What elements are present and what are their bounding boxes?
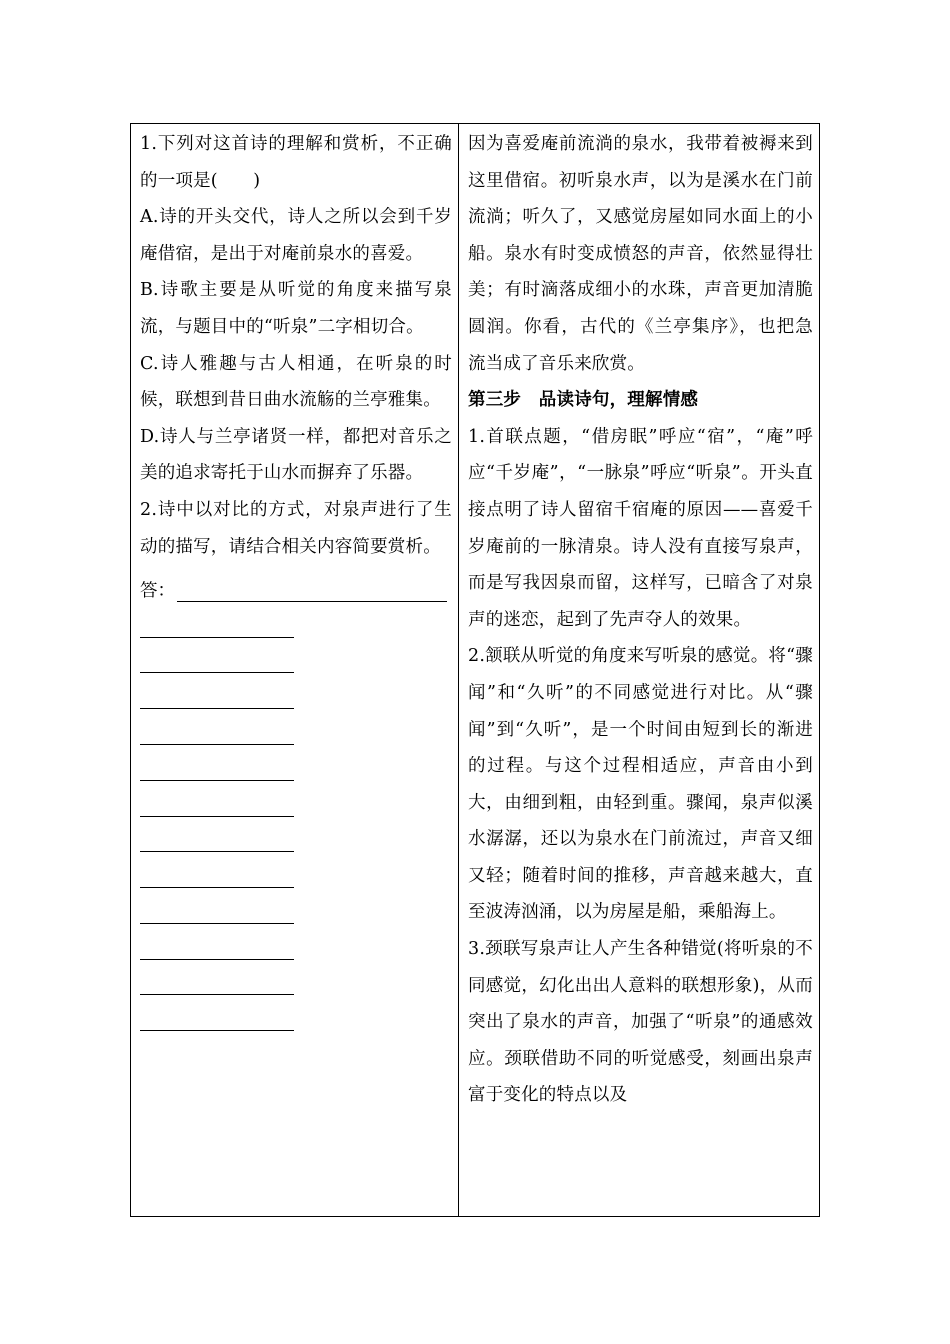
answer-blank-line[interactable] (140, 709, 294, 745)
answer-blank-line[interactable] (140, 638, 294, 674)
question-2-stem: 2.诗中以对比的方式，对泉声进行了生动的描写，请结合相关内容简要赏析。 (140, 499, 452, 557)
option-b: B.诗歌主要是从听觉的角度来描写泉流，与题目中的“听泉”二字相切合。 (140, 280, 452, 337)
translation-paragraph: 因为喜爱庵前流淌的泉水，我带着被褥来到这里借宿。初听泉水声，以为是溪水在门前流淌；听久了，又感觉房屋如同水面上的小船。泉水有时变成愤怒的声音，依然显得壮美；有时滴落成细小的水珠，声音更加清脆圆润。你看，古代的《兰亭集序》，也把急流当成了音乐来欣赏。 (468, 134, 813, 374)
step-heading: 第三步 品读诗句，理解情感 (468, 390, 699, 411)
answer-blank-line[interactable] (140, 781, 294, 817)
analysis-column (459, 124, 819, 1216)
answer-label: 答： (140, 580, 175, 601)
content-table (130, 123, 820, 1217)
analysis-point-2: 2.颔联从听觉的角度来写听泉的感觉。将“骤闻”和“久听”的不同感觉进行对比。从“骤闻”到“久听”，是一个时间由短到长的渐进的过程。与这个过程相适应，声音由小到大，由细到粗，由轻到重。骤闻，泉声似溪水潺潺，还以为泉水在门前流过，声音又细又轻；随着时间的推移，声音越来越大，直至波涛汹涌，以为房屋是船，乘船海上。 (468, 646, 813, 923)
option-c: C.诗人雅趣与古人相通，在听泉的时候，联想到昔日曲水流觞的兰亭雅集。 (140, 353, 452, 411)
answer-blank-line[interactable] (140, 602, 294, 638)
answer-blank-line[interactable] (140, 960, 294, 996)
analysis-point-3: 3.颈联写泉声让人产生各种错觉(将听泉的不同感觉，幻化出出人意料的联想形象)，从而突出了泉水的声音，加强了“听泉”的通感效应。颈联借助不同的听觉感受，刻画出泉声富于变化的特点以及 (468, 939, 813, 1106)
option-a: A.诗的开头交代，诗人之所以会到千岁庵借宿，是出于对庵前泉水的喜爱。 (140, 207, 452, 264)
option-d: D.诗人与兰亭诸贤一样，都把对音乐之美的追求寄托于山水而摒弃了乐器。 (140, 426, 452, 484)
answer-row (140, 565, 452, 602)
answer-blank-line[interactable] (140, 995, 294, 1031)
question-1-stem: 1.下列对这首诗的理解和赏析，不正确的一项是( ) (140, 134, 452, 191)
answer-blank-line[interactable] (140, 817, 294, 853)
answer-blank-line[interactable] (140, 745, 294, 781)
answer-blank-line[interactable] (140, 852, 294, 888)
answer-blank-line[interactable] (140, 673, 294, 709)
analysis-point-1: 1.首联点题，“借房眠”呼应“宿”，“庵”呼应“千岁庵”，“一脉泉”呼应“听泉”。开头直接点明了诗人留宿千宿庵的原因——喜爱千岁庵前的一脉清泉。诗人没有直接写泉声，而是写我因泉而留，这样写，已暗含了对泉声的迷恋，起到了先声夺人的效果。 (468, 426, 813, 630)
question-column (131, 124, 459, 1216)
answer-line[interactable] (177, 575, 447, 602)
answer-blank-line[interactable] (140, 924, 294, 960)
answer-blank-line[interactable] (140, 888, 294, 924)
